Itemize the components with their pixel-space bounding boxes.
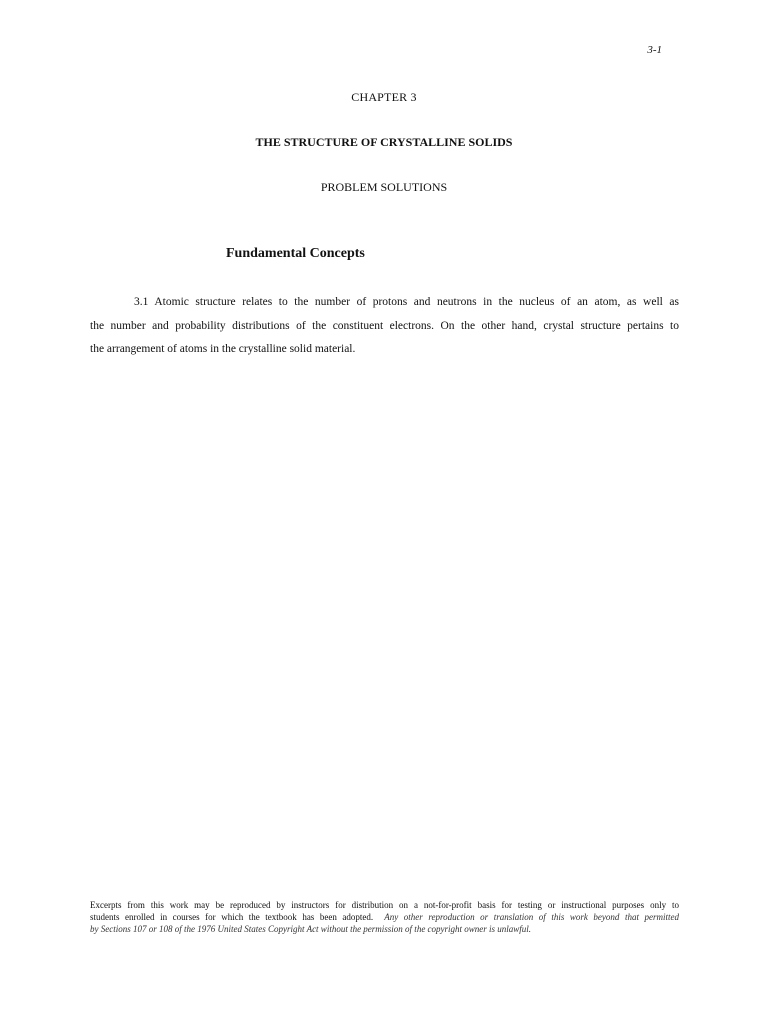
footer-line-1: Excerpts from this work may be reproduced by instructors for distribution on a not-for-profit basis for testing or instructional purposes only to [90, 900, 679, 910]
copyright-footer [90, 899, 679, 935]
page-number: 3-1 [647, 44, 662, 56]
problem-line-3: the arrangement of atoms in the crystalline solid material. [90, 343, 356, 355]
footer-line-2 [90, 911, 679, 923]
problem-solutions-label: PROBLEM SOLUTIONS [320, 180, 448, 194]
footer-line-2-italic: Any other reproduction or translation of this work beyond that permitted [384, 912, 679, 922]
problem-number: 3.1 [134, 296, 149, 308]
problem-text-line: Atomic structure relates to the number of protons and neutrons in the nucleus of an atom, as well as [154, 296, 679, 308]
problem-answer [90, 291, 679, 362]
section-heading: Fundamental Concepts [226, 246, 365, 261]
chapter-label: CHAPTER 3 [351, 90, 417, 104]
footer-line-2-plain: students enrolled in courses for which the textbook has been adopted. [90, 912, 374, 922]
problem-line-2: the number and probability distributions of the constituent electrons. On the other hand, crystal structure pertains to [90, 319, 679, 332]
chapter-title: THE STRUCTURE OF CRYSTALLINE SOLIDS [255, 135, 513, 149]
problem-line-1 [90, 291, 679, 315]
footer-line-3: by Sections 107 or 108 of the 1976 United States Copyright Act without the permission of the copyright owner is unlawful. [90, 924, 532, 934]
